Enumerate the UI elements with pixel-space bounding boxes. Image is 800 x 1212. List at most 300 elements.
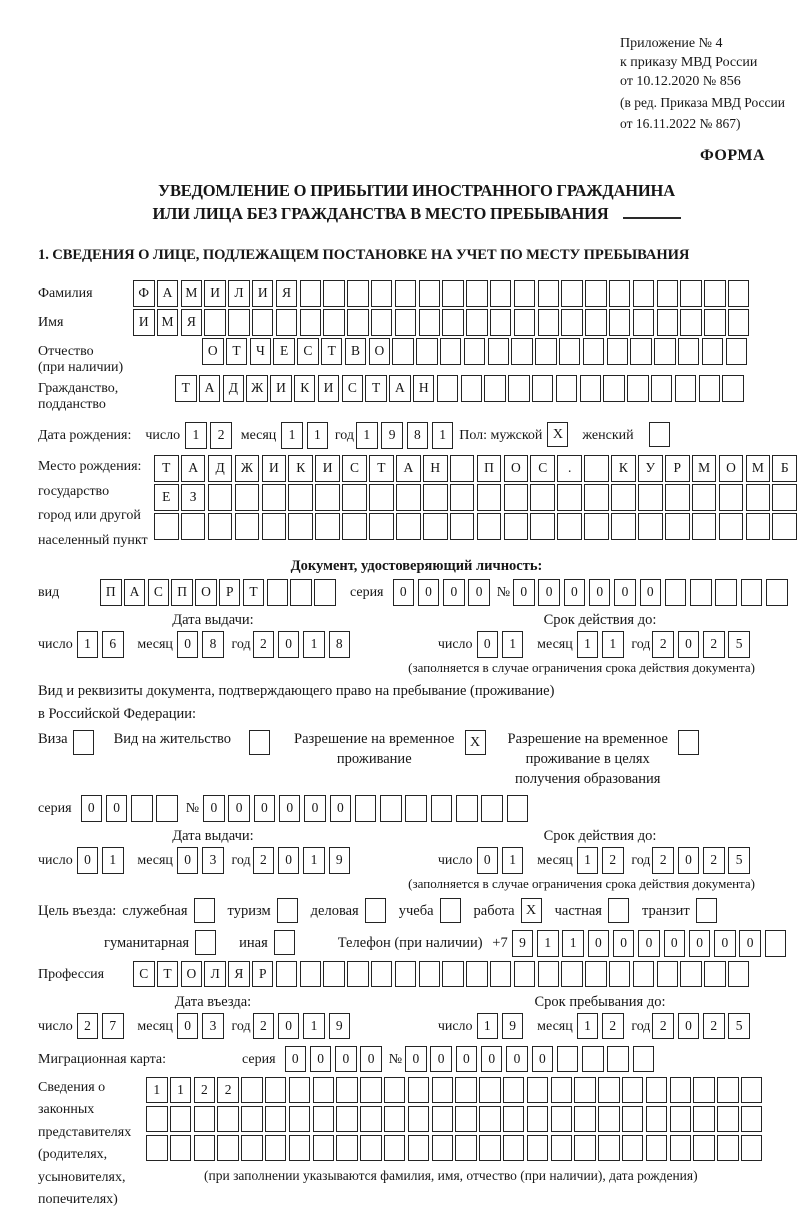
char-box[interactable]: [670, 1135, 692, 1162]
char-box[interactable]: [574, 1135, 596, 1162]
char-box[interactable]: [384, 1106, 406, 1133]
char-box[interactable]: [514, 961, 536, 988]
char-box[interactable]: [347, 280, 369, 307]
char-box[interactable]: [408, 1135, 430, 1162]
char-box[interactable]: [146, 1135, 168, 1162]
char-box[interactable]: А: [181, 455, 206, 482]
char-box[interactable]: [241, 1077, 263, 1104]
char-box[interactable]: [633, 961, 655, 988]
char-box[interactable]: [131, 795, 153, 822]
char-box[interactable]: 2: [210, 422, 232, 449]
char-box[interactable]: 3: [202, 1013, 224, 1040]
char-box[interactable]: 2: [602, 847, 624, 874]
char-box[interactable]: [722, 375, 744, 402]
char-box[interactable]: Т: [365, 375, 387, 402]
char-box[interactable]: [481, 795, 503, 822]
char-box[interactable]: С: [133, 961, 155, 988]
char-box[interactable]: [665, 484, 690, 511]
birthplace-row3[interactable]: [154, 513, 799, 540]
char-box[interactable]: 0: [360, 1046, 382, 1073]
char-box[interactable]: [699, 375, 721, 402]
char-box[interactable]: 0: [640, 579, 662, 606]
char-box[interactable]: 0: [304, 795, 326, 822]
char-box[interactable]: [535, 338, 557, 365]
char-box[interactable]: А: [124, 579, 146, 606]
doc-seriya-boxes[interactable]: [393, 579, 494, 606]
temp-residence-checkbox[interactable]: X: [465, 730, 486, 755]
char-box[interactable]: [440, 338, 462, 365]
citizenship-boxes[interactable]: [175, 375, 746, 402]
char-box[interactable]: [772, 513, 797, 540]
entry-day[interactable]: [77, 1013, 128, 1040]
visa-checkbox[interactable]: [73, 730, 94, 755]
char-box[interactable]: [170, 1106, 192, 1133]
purpose-work-checkbox[interactable]: X: [521, 898, 542, 923]
char-box[interactable]: М: [692, 455, 717, 482]
char-box[interactable]: 0: [481, 1046, 503, 1073]
char-box[interactable]: А: [389, 375, 411, 402]
char-box[interactable]: [574, 1077, 596, 1104]
birthplace-row1[interactable]: [154, 455, 799, 482]
char-box[interactable]: [717, 1135, 739, 1162]
char-box[interactable]: [557, 1046, 579, 1073]
char-box[interactable]: [276, 309, 298, 336]
char-box[interactable]: [323, 961, 345, 988]
char-box[interactable]: [450, 513, 475, 540]
char-box[interactable]: 1: [577, 1013, 599, 1040]
char-box[interactable]: 0: [739, 930, 761, 957]
char-box[interactable]: [598, 1077, 620, 1104]
char-box[interactable]: Т: [321, 338, 343, 365]
profession-boxes[interactable]: [133, 961, 752, 988]
char-box[interactable]: [347, 961, 369, 988]
char-box[interactable]: А: [157, 280, 179, 307]
char-box[interactable]: [371, 961, 393, 988]
doc-type-boxes[interactable]: [100, 579, 338, 606]
char-box[interactable]: [336, 1106, 358, 1133]
char-box[interactable]: [265, 1106, 287, 1133]
char-box[interactable]: 0: [589, 579, 611, 606]
char-box[interactable]: [432, 1077, 454, 1104]
char-box[interactable]: 1: [537, 930, 559, 957]
char-box[interactable]: [559, 338, 581, 365]
char-box[interactable]: [461, 375, 483, 402]
resdoc-issue-month[interactable]: [177, 847, 228, 874]
char-box[interactable]: [194, 1106, 216, 1133]
char-box[interactable]: 0: [430, 1046, 452, 1073]
char-box[interactable]: 0: [564, 579, 586, 606]
char-box[interactable]: [622, 1077, 644, 1104]
iddoc-valid-month[interactable]: [577, 631, 628, 658]
char-box[interactable]: 9: [329, 1013, 351, 1040]
char-box[interactable]: [288, 484, 313, 511]
char-box[interactable]: [598, 1106, 620, 1133]
char-box[interactable]: 0: [278, 847, 300, 874]
char-box[interactable]: [336, 1077, 358, 1104]
char-box[interactable]: [432, 1106, 454, 1133]
char-box[interactable]: 1: [577, 631, 599, 658]
char-box[interactable]: 1: [502, 847, 524, 874]
char-box[interactable]: [557, 513, 582, 540]
char-box[interactable]: [217, 1135, 239, 1162]
char-box[interactable]: [633, 309, 655, 336]
char-box[interactable]: [746, 484, 771, 511]
char-box[interactable]: [580, 375, 602, 402]
char-box[interactable]: [313, 1135, 335, 1162]
char-box[interactable]: И: [262, 455, 287, 482]
char-box[interactable]: [675, 375, 697, 402]
char-box[interactable]: [654, 338, 676, 365]
iddoc-issue-day[interactable]: [77, 631, 128, 658]
representatives-row1[interactable]: [146, 1077, 765, 1104]
char-box[interactable]: [728, 280, 750, 307]
char-box[interactable]: [479, 1106, 501, 1133]
char-box[interactable]: [538, 961, 560, 988]
char-box[interactable]: 9: [329, 847, 351, 874]
firstname-boxes[interactable]: [133, 309, 752, 336]
char-box[interactable]: Ч: [250, 338, 272, 365]
char-box[interactable]: [396, 484, 421, 511]
char-box[interactable]: [289, 1106, 311, 1133]
char-box[interactable]: [514, 309, 536, 336]
char-box[interactable]: [582, 1046, 604, 1073]
char-box[interactable]: 8: [407, 422, 429, 449]
char-box[interactable]: 0: [506, 1046, 528, 1073]
char-box[interactable]: [609, 961, 631, 988]
char-box[interactable]: [300, 961, 322, 988]
phone-boxes[interactable]: [512, 930, 790, 957]
char-box[interactable]: 1: [170, 1077, 192, 1104]
char-box[interactable]: [466, 309, 488, 336]
char-box[interactable]: [527, 1077, 549, 1104]
char-box[interactable]: 0: [456, 1046, 478, 1073]
char-box[interactable]: [323, 280, 345, 307]
sex-male-checkbox[interactable]: X: [547, 422, 568, 447]
char-box[interactable]: [300, 309, 322, 336]
char-box[interactable]: [657, 280, 679, 307]
char-box[interactable]: [484, 375, 506, 402]
purpose-business-checkbox[interactable]: [194, 898, 215, 923]
char-box[interactable]: [611, 484, 636, 511]
char-box[interactable]: О: [719, 455, 744, 482]
birth-day-boxes[interactable]: [185, 422, 236, 449]
char-box[interactable]: 1: [303, 847, 325, 874]
char-box[interactable]: [630, 338, 652, 365]
char-box[interactable]: [315, 484, 340, 511]
char-box[interactable]: [622, 1135, 644, 1162]
char-box[interactable]: [527, 1106, 549, 1133]
resdoc-issue-year[interactable]: [253, 847, 354, 874]
char-box[interactable]: [347, 309, 369, 336]
char-box[interactable]: [267, 579, 289, 606]
char-box[interactable]: 0: [532, 1046, 554, 1073]
char-box[interactable]: Т: [243, 579, 265, 606]
char-box[interactable]: [607, 1046, 629, 1073]
surname-boxes[interactable]: [133, 280, 752, 307]
char-box[interactable]: [598, 1135, 620, 1162]
char-box[interactable]: [670, 1106, 692, 1133]
char-box[interactable]: [156, 795, 178, 822]
char-box[interactable]: [527, 1135, 549, 1162]
char-box[interactable]: 0: [285, 1046, 307, 1073]
char-box[interactable]: [585, 309, 607, 336]
char-box[interactable]: [384, 1077, 406, 1104]
char-box[interactable]: 2: [703, 847, 725, 874]
char-box[interactable]: 1: [356, 422, 378, 449]
migration-seriya-boxes[interactable]: [285, 1046, 386, 1073]
char-box[interactable]: 1: [432, 422, 454, 449]
char-box[interactable]: [726, 338, 748, 365]
char-box[interactable]: 9: [502, 1013, 524, 1040]
char-box[interactable]: [208, 484, 233, 511]
char-box[interactable]: [508, 375, 530, 402]
char-box[interactable]: [479, 1135, 501, 1162]
char-box[interactable]: [678, 338, 700, 365]
char-box[interactable]: [419, 961, 441, 988]
char-box[interactable]: У: [638, 455, 663, 482]
char-box[interactable]: [728, 961, 750, 988]
char-box[interactable]: 0: [393, 579, 415, 606]
char-box[interactable]: [408, 1077, 430, 1104]
char-box[interactable]: [704, 309, 726, 336]
char-box[interactable]: Р: [252, 961, 274, 988]
char-box[interactable]: [646, 1106, 668, 1133]
char-box[interactable]: [538, 280, 560, 307]
char-box[interactable]: 2: [253, 1013, 275, 1040]
stay-year[interactable]: [652, 1013, 753, 1040]
char-box[interactable]: .: [557, 455, 582, 482]
char-box[interactable]: [228, 309, 250, 336]
char-box[interactable]: [380, 795, 402, 822]
char-box[interactable]: [719, 484, 744, 511]
char-box[interactable]: [657, 961, 679, 988]
char-box[interactable]: [504, 484, 529, 511]
char-box[interactable]: [371, 280, 393, 307]
iddoc-valid-day[interactable]: [477, 631, 528, 658]
char-box[interactable]: 0: [254, 795, 276, 822]
char-box[interactable]: [557, 484, 582, 511]
char-box[interactable]: [170, 1135, 192, 1162]
char-box[interactable]: [561, 280, 583, 307]
char-box[interactable]: С: [297, 338, 319, 365]
sex-female-checkbox[interactable]: [649, 422, 670, 447]
char-box[interactable]: [450, 455, 475, 482]
char-box[interactable]: [746, 513, 771, 540]
char-box[interactable]: С: [530, 455, 555, 482]
char-box[interactable]: [622, 1106, 644, 1133]
char-box[interactable]: Д: [208, 455, 233, 482]
char-box[interactable]: 1: [303, 1013, 325, 1040]
char-box[interactable]: [561, 309, 583, 336]
char-box[interactable]: [638, 513, 663, 540]
char-box[interactable]: [741, 1077, 763, 1104]
char-box[interactable]: И: [252, 280, 274, 307]
char-box[interactable]: 0: [477, 847, 499, 874]
char-box[interactable]: [289, 1077, 311, 1104]
char-box[interactable]: [450, 484, 475, 511]
char-box[interactable]: 0: [278, 1013, 300, 1040]
char-box[interactable]: [442, 280, 464, 307]
char-box[interactable]: [627, 375, 649, 402]
representatives-row3[interactable]: [146, 1135, 765, 1162]
char-box[interactable]: 0: [678, 847, 700, 874]
char-box[interactable]: [466, 280, 488, 307]
purpose-other-checkbox[interactable]: [274, 930, 295, 955]
char-box[interactable]: Р: [219, 579, 241, 606]
char-box[interactable]: [194, 1135, 216, 1162]
char-box[interactable]: Е: [154, 484, 179, 511]
char-box[interactable]: [432, 1135, 454, 1162]
char-box[interactable]: [488, 338, 510, 365]
char-box[interactable]: [692, 484, 717, 511]
char-box[interactable]: [181, 513, 206, 540]
char-box[interactable]: [638, 484, 663, 511]
purpose-transit-checkbox[interactable]: [696, 898, 717, 923]
char-box[interactable]: С: [342, 455, 367, 482]
char-box[interactable]: Б: [772, 455, 797, 482]
char-box[interactable]: Н: [413, 375, 435, 402]
char-box[interactable]: [741, 579, 763, 606]
char-box[interactable]: [423, 513, 448, 540]
char-box[interactable]: 1: [303, 631, 325, 658]
char-box[interactable]: Я: [228, 961, 250, 988]
char-box[interactable]: [336, 1135, 358, 1162]
char-box[interactable]: К: [288, 455, 313, 482]
char-box[interactable]: [419, 280, 441, 307]
char-box[interactable]: 0: [203, 795, 225, 822]
char-box[interactable]: 2: [703, 1013, 725, 1040]
char-box[interactable]: [692, 513, 717, 540]
representatives-row2[interactable]: [146, 1106, 765, 1133]
char-box[interactable]: [741, 1106, 763, 1133]
char-box[interactable]: В: [345, 338, 367, 365]
char-box[interactable]: 5: [728, 847, 750, 874]
char-box[interactable]: [693, 1077, 715, 1104]
char-box[interactable]: [395, 280, 417, 307]
char-box[interactable]: 1: [281, 422, 303, 449]
char-box[interactable]: 9: [381, 422, 403, 449]
char-box[interactable]: [585, 961, 607, 988]
char-box[interactable]: [262, 513, 287, 540]
char-box[interactable]: 2: [703, 631, 725, 658]
char-box[interactable]: 0: [638, 930, 660, 957]
doc-number-boxes[interactable]: [513, 579, 791, 606]
char-box[interactable]: [538, 309, 560, 336]
char-box[interactable]: [561, 961, 583, 988]
char-box[interactable]: [369, 484, 394, 511]
char-box[interactable]: Р: [665, 455, 690, 482]
char-box[interactable]: 1: [102, 847, 124, 874]
char-box[interactable]: [717, 1106, 739, 1133]
char-box[interactable]: [423, 484, 448, 511]
char-box[interactable]: [719, 513, 744, 540]
char-box[interactable]: [442, 961, 464, 988]
resdoc-issue-day[interactable]: [77, 847, 128, 874]
char-box[interactable]: Т: [226, 338, 248, 365]
char-box[interactable]: Т: [157, 961, 179, 988]
char-box[interactable]: [313, 1106, 335, 1133]
char-box[interactable]: 1: [577, 847, 599, 874]
char-box[interactable]: 0: [228, 795, 250, 822]
char-box[interactable]: 1: [307, 422, 329, 449]
char-box[interactable]: 8: [202, 631, 224, 658]
char-box[interactable]: Т: [154, 455, 179, 482]
char-box[interactable]: О: [504, 455, 529, 482]
char-box[interactable]: М: [157, 309, 179, 336]
char-box[interactable]: [369, 513, 394, 540]
char-box[interactable]: [646, 1077, 668, 1104]
char-box[interactable]: 0: [689, 930, 711, 957]
char-box[interactable]: [584, 455, 609, 482]
char-box[interactable]: [704, 280, 726, 307]
iddoc-issue-month[interactable]: [177, 631, 228, 658]
char-box[interactable]: 1: [477, 1013, 499, 1040]
char-box[interactable]: 1: [146, 1077, 168, 1104]
char-box[interactable]: [585, 280, 607, 307]
char-box[interactable]: 0: [330, 795, 352, 822]
iddoc-valid-year[interactable]: [652, 631, 753, 658]
char-box[interactable]: [146, 1106, 168, 1133]
char-box[interactable]: [490, 961, 512, 988]
char-box[interactable]: 0: [588, 930, 610, 957]
char-box[interactable]: 0: [714, 930, 736, 957]
char-box[interactable]: [551, 1135, 573, 1162]
char-box[interactable]: [395, 309, 417, 336]
char-box[interactable]: 3: [202, 847, 224, 874]
char-box[interactable]: П: [171, 579, 193, 606]
char-box[interactable]: [431, 795, 453, 822]
char-box[interactable]: 2: [194, 1077, 216, 1104]
char-box[interactable]: [503, 1135, 525, 1162]
stay-day[interactable]: [477, 1013, 528, 1040]
char-box[interactable]: Я: [276, 280, 298, 307]
char-box[interactable]: 0: [279, 795, 301, 822]
char-box[interactable]: [437, 375, 459, 402]
char-box[interactable]: [556, 375, 578, 402]
char-box[interactable]: [603, 375, 625, 402]
char-box[interactable]: [651, 375, 673, 402]
char-box[interactable]: П: [477, 455, 502, 482]
char-box[interactable]: Ж: [235, 455, 260, 482]
char-box[interactable]: Л: [204, 961, 226, 988]
char-box[interactable]: О: [181, 961, 203, 988]
resdoc-valid-day[interactable]: [477, 847, 528, 874]
char-box[interactable]: [395, 961, 417, 988]
char-box[interactable]: [416, 338, 438, 365]
char-box[interactable]: [609, 280, 631, 307]
char-box[interactable]: 2: [77, 1013, 99, 1040]
char-box[interactable]: [765, 930, 787, 957]
char-box[interactable]: [360, 1106, 382, 1133]
char-box[interactable]: [702, 338, 724, 365]
char-box[interactable]: [772, 484, 797, 511]
char-box[interactable]: [490, 309, 512, 336]
purpose-commercial-checkbox[interactable]: [365, 898, 386, 923]
char-box[interactable]: 9: [512, 930, 534, 957]
char-box[interactable]: [728, 309, 750, 336]
char-box[interactable]: 1: [562, 930, 584, 957]
char-box[interactable]: [262, 484, 287, 511]
char-box[interactable]: Я: [181, 309, 203, 336]
char-box[interactable]: [680, 961, 702, 988]
char-box[interactable]: [290, 579, 312, 606]
birthplace-row2[interactable]: [154, 484, 799, 511]
char-box[interactable]: 0: [335, 1046, 357, 1073]
char-box[interactable]: [315, 513, 340, 540]
char-box[interactable]: 0: [177, 847, 199, 874]
char-box[interactable]: [551, 1077, 573, 1104]
char-box[interactable]: [265, 1077, 287, 1104]
